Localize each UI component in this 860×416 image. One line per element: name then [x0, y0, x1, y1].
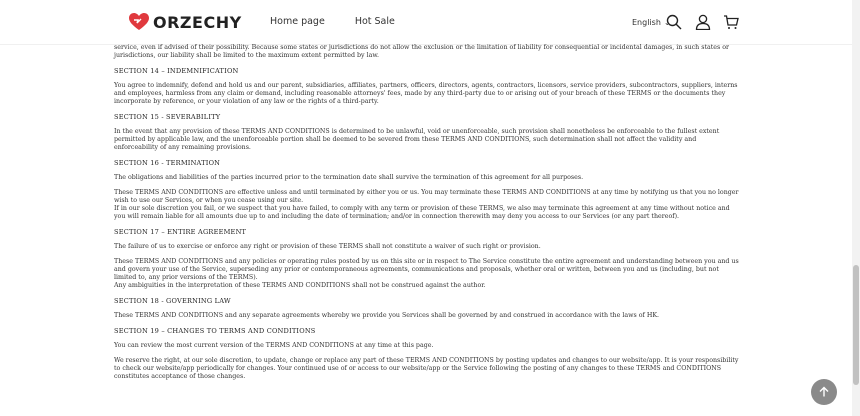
brand-name: ORZECHY	[153, 12, 242, 32]
search-icon[interactable]	[663, 14, 682, 30]
user-icon[interactable]	[695, 14, 711, 30]
page-scrollbar[interactable]	[852, 0, 860, 416]
section-16-body-2: These TERMS AND CONDITIONS are effective unless and until terminated by either you or us. You may terminate these TERMS AND CONDITIONS at any time by notifying us that you no longer wish to use our Services, or when you cease using our site.	[114, 189, 739, 204]
section-19-title: SECTION 19 – CHANGES TO TERMS AND CONDITIONS	[114, 327, 316, 335]
section-19-body-1: You can review the most current version of the TERMS AND CONDITIONS at any time at this page.	[114, 342, 434, 349]
cart-icon[interactable]	[723, 14, 739, 30]
scrollbar-thumb[interactable]	[853, 265, 859, 385]
section-14-body: You agree to indemnify, defend and hold us and our parent, subsidiaries, affiliates, partners, officers, directors, agents, contractors, licensors, service providers, subcontractors, suppliers, interns and employees, harmless from any claim or demand, including reasonable attorneys' fees, made by any third-party due to or arising out of your breach of these TERMS or the documents they incorporate by reference, or your violation of any law or the rights of a third-party.	[114, 82, 738, 105]
arrow-up-icon	[818, 386, 830, 398]
brand-logo[interactable]	[128, 12, 242, 32]
section-17-title: SECTION 17 – ENTIRE AGREEMENT	[114, 228, 247, 236]
language-selector[interactable]	[632, 18, 671, 27]
main-nav	[270, 16, 395, 27]
nav-hot-sale-link[interactable]: Hot Sale	[354, 16, 395, 27]
section-17-body-1: The failure of us to exercise or enforce any right or provision of these TERMS shall not constitute a waiver of such right or provision.	[114, 243, 541, 250]
section-17-body-2: These TERMS AND CONDITIONS and any policies or operating rules posted by us on this site or in respect to The Service constitute the entire agreement and understanding between you and us and govern your use of the Service, superseding any prior or contemporaneous agreements, communications and proposals, whether oral or written, between you and us (including, but not limited to, any prior versions of the TERMS).	[114, 258, 739, 281]
section-18-body: These TERMS AND CONDITIONS and any separate agreements whereby we provide you Services shall be governed by and construed in accordance with the laws of HK.	[114, 312, 660, 319]
section-15-title: SECTION 15 - SEVERABILITY	[114, 113, 221, 121]
section-15-body: In the event that any provision of these TERMS AND CONDITIONS is determined to be unlawful, void or unenforceable, such provision shall nonetheless be enforceable to the fullest extent permitted by applicable law, and the unenforceable portion shall be deemed to be severed from these TERMS AND CONDITIONS, such determination shall not affect the validity and enforceability of any remaining provisions.	[114, 128, 720, 151]
back-to-top-button[interactable]	[811, 379, 837, 405]
section-17-body-3: Any ambiguities in the interpretation of these TERMS AND CONDITIONS shall not be construed against the author.	[114, 282, 486, 289]
section-18-title: SECTION 18 - GOVERNING LAW	[114, 297, 231, 305]
section-16-body-1: The obligations and liabilities of the parties incurred prior to the termination date shall survive the termination of this agreement for all purposes.	[114, 174, 584, 181]
chevron-down-icon: ⌄	[663, 18, 671, 27]
section-16-title: SECTION 16 - TERMINATION	[114, 159, 221, 167]
lead-paragraph: service, even if advised of their possibility. Because some states or jurisdictions do not allow the exclusion or the limitation of liability for consequential or incidental damages, in such states or jurisdictions, our liability shall be limited to the maximum extent permitted by law.	[114, 44, 730, 59]
heart-logo-icon	[128, 12, 150, 32]
terms-content	[114, 44, 740, 388]
language-label: English	[632, 18, 661, 27]
section-14-title: SECTION 14 – INDEMNIFICATION	[114, 67, 239, 75]
section-16-body-3: If in our sole discretion you fail, or we suspect that you have failed, to comply with any term or provision of these TERMS, we also may terminate this agreement at any time without notice and you will remain liable for all amounts due up to and including the date of termination; and/or in connection therewith may deny you access to our Services (or any part thereof).	[114, 205, 730, 220]
section-19-body-2: We reserve the right, at our sole discretion, to update, change or replace any part of these TERMS AND CONDITIONS by posting updates and changes to our website/app. It is your responsibility to check our website/app periodically for changes. Your continued use of or access to our website/app or the Service following the posting of any changes to these TERMS and CONDITIONS constitutes acceptance of those changes.	[114, 357, 739, 380]
site-header	[0, 0, 860, 45]
nav-home-link[interactable]: Home page	[270, 16, 325, 27]
